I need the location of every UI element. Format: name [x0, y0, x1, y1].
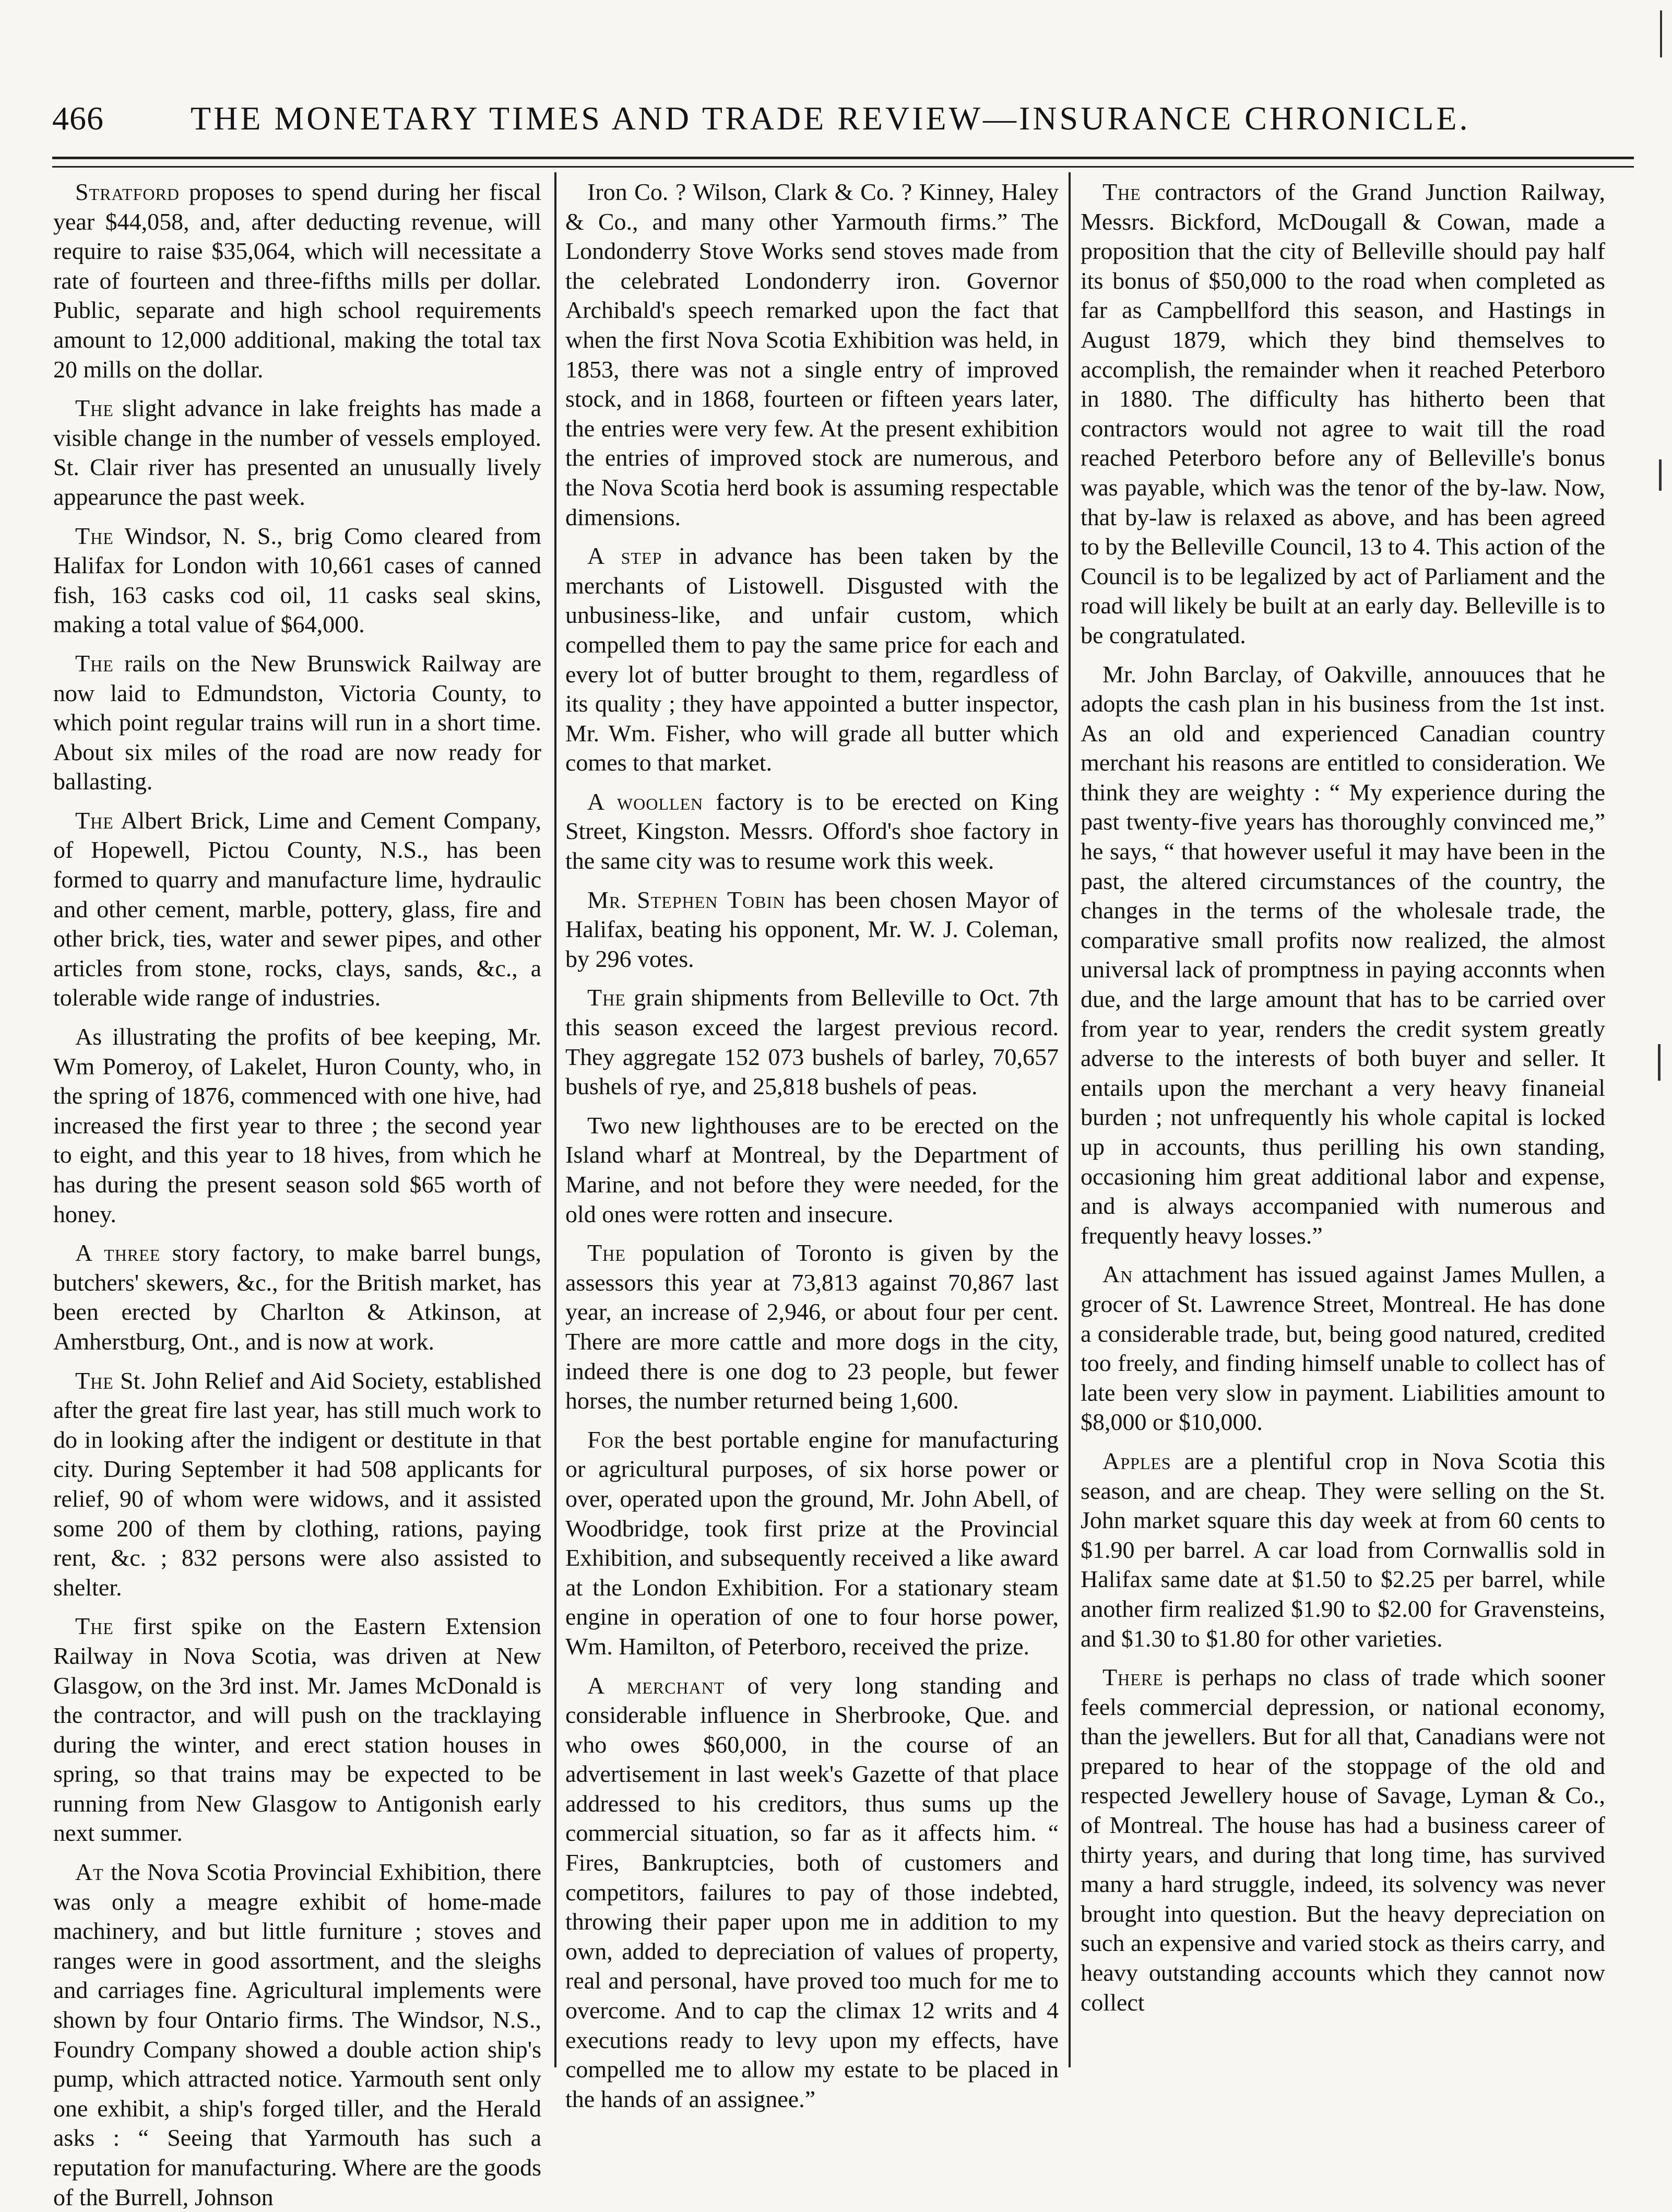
item-lead-words: The: [587, 1239, 626, 1267]
item-body: slight advance in lake freights has made a visible change in the number of vessels employed. St. Clair river has presented an unusually lively appearunce the past week.: [53, 395, 541, 510]
item-body: of very long standing and considerable influence in Sherbrooke, Que. and who owes $60,000, in the course of an advertisement in last week's Gazette of that place addressed to his creditors, thus sums up the commercial situation, so far as it affects him. “ Fires, Bankruptcies, both of customers and competitors, failures to pay of those indebted, throwing their paper upon me in addition to my own, added to depreciation of values of property, real and personal, have proved too much for me to overcome. And to cap the climax 12 writs and 4 executions ready to levy upon my effects, have compelled me to allow my estate to be placed in the hands of an assignee.”: [565, 1672, 1059, 2112]
item-lead-words: Apples: [1102, 1447, 1171, 1474]
edge-mark: [1658, 1044, 1661, 1081]
item-body: are a plentiful crop in Nova Scotia this season, and are cheap. They were selling on the St. John market square this day week at from 60 cents to $1.90 per barrel. A car load from Cornwallis sold in Halifax same date at $1.50 to $2.25 per barrel, while another firm realized $1.90 to $2.00 for Gravensteins, and $1.30 to $1.80 for other varieties.: [1081, 1447, 1605, 1652]
column-1: [53, 178, 541, 2210]
item-lead-words: The: [75, 1613, 114, 1640]
item-body: in advance has been taken by the merchants of Listowell. Disgusted with the unbusiness-like, and unfair custom, which compelled them to pay the same price for each and every lot of butter brought to them, regardless of its quality ; they have appointed a butter inspector, Mr. Wm. Fisher, who will grade all butter which comes to that market.: [565, 542, 1059, 776]
news-item: [565, 885, 1059, 974]
item-lead-words: Stratford: [75, 179, 180, 205]
news-item: [53, 522, 541, 640]
item-body: rails on the New Brunswick Railway are now laid to Edmundston, Victoria County, to which point regular trains will run in a short time. About six miles of the road are now ready for ballasting.: [53, 649, 541, 795]
column-3: [1081, 178, 1605, 2088]
item-body: Iron Co. ? Wilson, Clark & Co. ? Kinney, Haley & Co., and many other Yarmouth firms.” The Londonderry Stove Works send stoves made from the celebrated Londonderry iron. Governor Archibald's speech remarked upon the fact that when the first Nova Scotia Exhibition was held, in 1853, there was not a single entry of improved stock, and in 1868, fourteen or fifteen years later, the entries were very few. At the present exhibition the entries of improved stock are numerous, and the Nova Scotia herd book is assuming respectable dimensions.: [565, 179, 1059, 530]
item-body: is perhaps no class of trade which sooner feels commercial depression, or national economy, than the jewellers. But for all that, Canadians were not prepared to hear of the stoppage of the old and respected Jewellery house of Savage, Lyman & Co., of Montreal. The house has had a business career of thirty years, and during that long time, has survived many a hard struggle, indeed, its solvency was never brought into question. But the heavy depreciation on such an expensive and varied stock as theirs carry, and heavy outstanding accounts which they cannot now collect: [1081, 1664, 1605, 2016]
news-item: [1081, 1260, 1605, 1437]
item-body: Windsor, N. S., brig Como cleared from Halifax for London with 10,661 cases of canned fish, 163 casks cod oil, 11 casks seal skins, making a total value of $64,000.: [53, 522, 541, 638]
news-item: [565, 541, 1059, 778]
item-lead-words: Mr. Stephen Tobin: [587, 886, 786, 913]
page-number: 466: [52, 100, 104, 137]
item-body: the best portable engine for manufacturing or agricultural purposes, of six horse power or over, operated upon the ground, Mr. John Abell, of Woodbridge, took first prize at the Provincial Exhibition, and subsequently received a like award at the London Exhibition. For a stationary steam engine in operation of one to four horse power, Wm. Hamilton, of Peterboro, received the prize.: [565, 1426, 1059, 1660]
column-2: [565, 178, 1059, 2112]
item-body: proposes to spend during her fiscal year $44,058, and, after deducting revenue, will require to raise $35,064, which will necessitate a rate of fourteen and three-fifths mills per dollar. Public, separate and high school requirements amount to 12,000 additional, making the total tax 20 mills on the dollar.: [53, 179, 541, 383]
column-divider: [554, 172, 556, 2067]
item-body: story factory, to make barrel bungs, butchers' skewers, &c., for the British market, has been erected by Charlton & Atkinson, at Amherstburg, Ont., and is now at work.: [53, 1239, 541, 1355]
item-lead-words: A merchant: [587, 1672, 725, 1699]
news-item: [565, 1425, 1059, 1662]
page-header: [52, 99, 1471, 151]
item-lead-words: A three: [75, 1239, 161, 1267]
news-item: [565, 1671, 1059, 2114]
item-lead-words: An: [1102, 1261, 1133, 1288]
item-body: St. John Relief and Aid Society, established after the great fire last year, has still much work to do in looking after the indigent or destitute in that city. During September it had 508 applicants for relief, 90 of whom were widows, and it assisted some 200 of them by clothing, rations, paying rent, &c. ; 832 persons were also assisted to shelter.: [53, 1367, 541, 1601]
news-item: [53, 1858, 541, 2212]
news-item: [53, 806, 541, 1013]
header-rule: [52, 157, 1634, 159]
item-body: attachment has issued against James Mullen, a grocer of St. Lawrence Street, Montreal. He has done a considerable trade, but, being good natured, credited too freely, and finding himself unable to collect has of late been very slow in payment. Liabilities amount to $8,000 or $10,000.: [1081, 1261, 1605, 1436]
item-body: As illustrating the profits of bee keeping, Mr. Wm Pomeroy, of Lakelet, Huron County, who, in the spring of 1876, commenced with one hive, had increased the first year to three ; the second year to eight, and this year to 18 hives, from which he has during the present season sold $65 worth of honey.: [53, 1023, 541, 1227]
item-body: grain shipments from Belleville to Oct. 7th this season exceed the largest previous record. They aggregate 152 073 bushels of barley, 70,657 bushels of rye, and 25,818 bushels of peas.: [565, 984, 1059, 1100]
news-item: [565, 1111, 1059, 1229]
item-lead-words: The: [75, 649, 114, 677]
news-item: [53, 1366, 541, 1603]
item-body: has been chosen Mayor of Halifax, beating his opponent, Mr. W. J. Coleman, by 296 votes.: [565, 886, 1059, 972]
news-item: [53, 394, 541, 512]
edge-mark: [1660, 10, 1662, 57]
news-item: [1081, 660, 1605, 1251]
edge-mark: [1659, 459, 1662, 491]
item-lead-words: At: [75, 1859, 104, 1886]
news-item: [53, 178, 541, 384]
news-item: [1081, 1447, 1605, 1653]
news-item: [565, 178, 1059, 532]
item-body: factory is to be erected on King Street, Kingston. Messrs. Offord's shoe factory in the same city was to resume work this week.: [565, 788, 1059, 874]
item-lead-words: A step: [587, 542, 662, 570]
news-item: [1081, 178, 1605, 650]
news-item: [565, 1238, 1059, 1416]
news-item: [565, 983, 1059, 1101]
news-item: [53, 1022, 541, 1229]
news-item: [1081, 1663, 1605, 2017]
item-lead-words: The: [75, 395, 114, 422]
item-lead-words: For: [587, 1426, 626, 1453]
item-body: first spike on the Eastern Extension Railway in Nova Scotia, was driven at New Glasgow, on the 3rd inst. Mr. James McDonald is the contractor, and will push on the tracklaying during the winter, and erect station houses in spring, so that trains may be expected to be running from New Glasgow to Antigonish early next summer.: [53, 1613, 541, 1847]
item-lead-words: The: [587, 984, 626, 1011]
news-item: [53, 1238, 541, 1356]
item-body: Mr. John Barclay, of Oakville, annouuces that he adopts the cash plan in his business from the 1st inst. As an old and experienced Canadian country merchant his reasons are entitled to consideration. We think they are weighty : “ My experience during the past twenty-five years has thoroughly convinced me,” he says, “ that however useful it may have been in the past, the altered circumstances of the country, the changes in the terms of the wholesale trade, the comparative small profits now realized, the almost universal lack of promptness in paying acconnts when due, and the large amount that has to be carried over from year to year, renders the credit system greatly adverse to the interests of both buyer and seller. It entails upon the merchant a very heavy finaneial burden ; not unfrequently his whole capital is locked up in accounts, thus perilling his own standing, occasioning him great additional labor and expense, and is always accompanied with numerous and frequently heavy losses.”: [1081, 660, 1605, 1249]
item-lead-words: The: [1102, 179, 1141, 205]
news-item: [53, 1612, 541, 1848]
item-lead-words: The: [75, 522, 114, 549]
item-lead-words: The: [75, 807, 114, 834]
item-lead-words: A woollen: [587, 788, 704, 815]
item-body: Albert Brick, Lime and Cement Company, of Hopewell, Pictou County, N.S., has been formed to quarry and manufacture lime, hydraulic and other cement, marble, pottery, glass, fire and other brick, ties, water and sewer pipes, and other articles from stone, rocks, clays, sands, &c., a tolerable wide range of industries.: [53, 807, 541, 1011]
item-body: the Nova Scotia Provincial Exhibition, there was only a meagre exhibit of home-made machinery, and but little furniture ; stoves and ranges were in good assortment, and the sleighs and carriages fine. Agricultural implements were shown by four Ontario firms. The Windsor, N.S., Foundry Company showed a double action ship's pump, which attracted notice. Yarmouth sent only one exhibit, a ship's forged tiller, and the Herald asks : “ Seeing that Yarmouth has such a reputation for manufacturing. Where are the goods of the Burrell, Johnson: [53, 1859, 541, 2210]
news-item: [53, 649, 541, 797]
column-divider: [1069, 172, 1071, 2067]
item-body: contractors of the Grand Junction Railway, Messrs. Bickford, McDougall & Cowan, made a proposition that the city of Belleville should pay half its bonus of $50,000 to the road when completed as far as Campbellford this season, and Hastings in August 1879, which they bind themselves to accomplish, the remainder when it reached Peterboro in 1880. The difficulty has hitherto been that contractors would not agree to wait till the road reached Peterboro before any of Belleville's bonus was payable, which was the tenor of the by-law. Now, that by-law is relaxed as above, and has been agreed to by the Belleville Council, 13 to 4. This action of the Council is to be legalized by act of Parliament and the road will likely be built at an early day. Belleville is to be congratulated.: [1081, 179, 1605, 648]
header-rule-thin: [52, 166, 1634, 168]
item-lead-words: There: [1102, 1664, 1164, 1691]
item-body: population of Toronto is given by the assessors this year at 73,813 against 70,867 last year, an increase of 2,946, or about four per cent. There are more cattle and more dogs in the city, indeed there is one dog to 23 people, but fewer horses, the number returned being 1,600.: [565, 1239, 1059, 1414]
news-item: [565, 787, 1059, 876]
item-lead-words: The: [75, 1367, 114, 1394]
item-body: Two new lighthouses are to be erected on the Island wharf at Montreal, by the Department of Marine, and not before they were needed, for the old ones were rotten and insecure.: [565, 1111, 1059, 1227]
running-head: THE MONETARY TIMES AND TRADE REVIEW—INSURANCE CHRONICLE.: [191, 100, 1471, 137]
